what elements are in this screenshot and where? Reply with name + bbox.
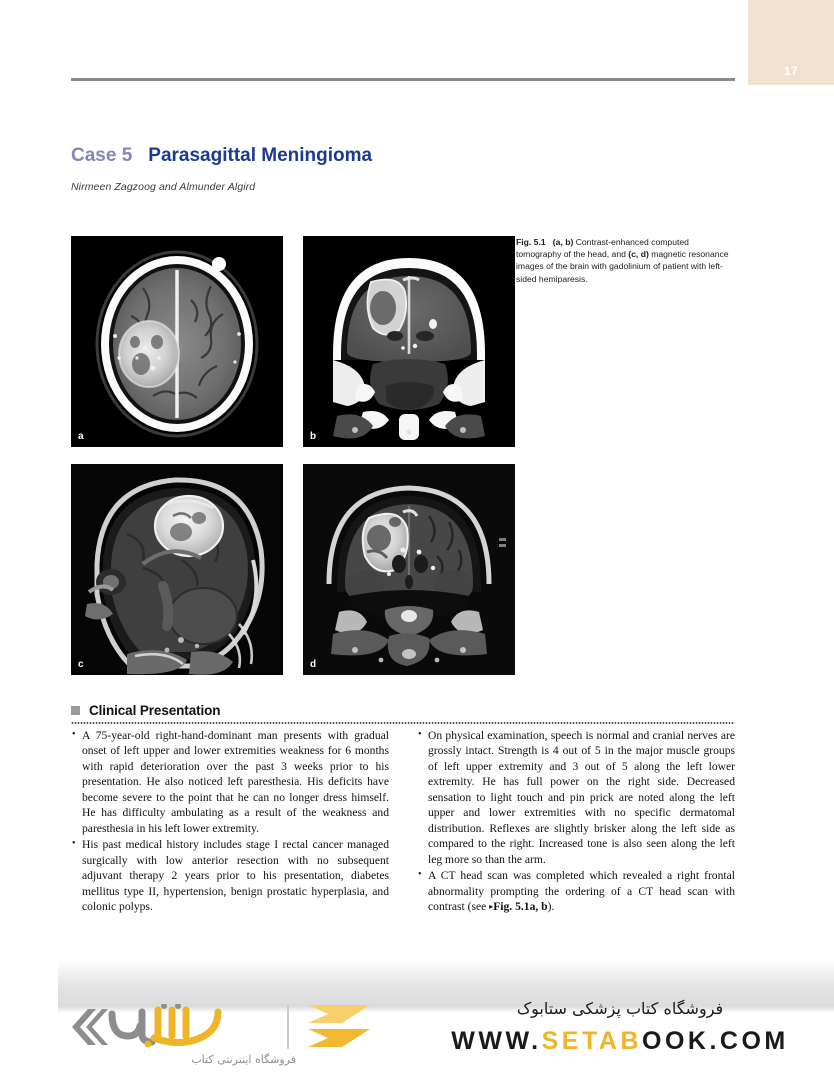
double-chevron-icon — [66, 1005, 108, 1049]
left-column-list — [71, 728, 389, 915]
url-part-2: OOK.COM — [642, 1027, 789, 1055]
case-label: Case 5 — [71, 145, 133, 166]
body-columns — [71, 728, 735, 916]
section-dotted-rule — [71, 722, 735, 724]
panel-label-c: c — [78, 659, 84, 670]
figure-grid — [71, 236, 516, 692]
list-item — [417, 868, 735, 914]
watermark-divider — [287, 1005, 289, 1049]
left-column — [71, 728, 389, 916]
case-name: Parasagittal Meningioma — [148, 145, 373, 166]
coronal-mri-image — [303, 464, 515, 675]
scan-panel-a — [71, 236, 283, 447]
section-marker-icon — [71, 706, 80, 715]
figure-ref-arrow-icon: ▸ — [489, 902, 494, 912]
section-heading-block — [71, 703, 735, 724]
ct-scan-text-post: ). — [547, 900, 555, 914]
ct-scan-text-pre: A CT head scan was completed which revealed a right frontal abnormality prompting the ordering of a CT head scan with contrast (see — [428, 869, 735, 914]
right-column — [417, 728, 735, 916]
page-title — [71, 146, 751, 167]
seta-wordmark-icon — [108, 1004, 278, 1050]
list-item: • A 75-year-old right-hand-dominant man presents with gradual onset of left upper and lower extremities weakness for 6 months with rapid deterioration over the past 3 weeks prior to his presentation. He also noticed left paresthesia. His deficits have become severe to the point that he can no longer dress himself. He has difficulty ambulating as a result of the weakness and paresthesia in his left lower extremity. — [71, 728, 389, 836]
coronal-ct-image — [303, 236, 515, 447]
title-block — [71, 146, 751, 193]
panel-label-a: a — [78, 431, 84, 442]
scan-panel-c — [71, 464, 283, 675]
url-part-1: WWW. — [451, 1027, 542, 1055]
watermark-subtitle: فروشگاه اینترنتی کتاب — [191, 1053, 296, 1066]
axial-ct-image — [71, 236, 283, 447]
right-column-list — [417, 728, 735, 915]
page-number-tab — [748, 0, 834, 85]
authors-line: Nirmeen Zagzoog and Almunder Algird — [71, 180, 256, 193]
list-item: • His past medical history includes stage I rectal cancer managed surgically with low anterior resection with no subsequent adjuvant therapy 2 years prior to his presentation, diabetes mellitus type II, hypertension, benign prostatic hyperplasia, and colonic polyps. — [71, 837, 389, 914]
list-item: • On physical examination, speech is normal and cranial nerves are grossly intact. Strength is 4 out of 5 in the major muscle groups of left upper extremity and 3 out of 5 along the left lower extremity. He has full power on the right side. Decreased sensation to light touch and pin prick are noted along the left upper and lower extremities with no specific dermatomal distribution. Reflexes are slightly brisker along the left side as compared to the right. Increased tone is also seen along the left leg more so than the arm. — [417, 728, 735, 867]
figure-row-top — [71, 236, 516, 447]
figure-caption-text-2: magnetic resonance images of the brain with gadolinium of patient with left-sided hemiparesis. — [516, 249, 729, 284]
watermark-right — [420, 997, 820, 1056]
figure-caption-text-1: Contrast-enhanced computed tomography of the head, and — [516, 237, 689, 260]
watermark-url — [420, 1027, 820, 1056]
url-highlight-seta: SETA — [541, 1027, 621, 1055]
scan-panel-b — [303, 236, 515, 447]
figure-row-bottom — [71, 464, 516, 675]
seta-chevron-mark-icon — [302, 1003, 376, 1051]
watermark-footer — [0, 995, 834, 1080]
header-rule — [71, 78, 735, 81]
section-title: Clinical Presentation — [89, 703, 221, 718]
panel-label-d: d — [310, 659, 317, 670]
panel-label-b: b — [310, 431, 317, 442]
page-number: 17 — [783, 64, 799, 78]
figure-caption-cd: (c, d) — [628, 249, 649, 260]
watermark-logo-left — [66, 1003, 396, 1075]
url-highlight-b: B — [620, 1027, 643, 1055]
scan-panel-d — [303, 464, 515, 675]
figure-caption — [516, 236, 734, 285]
sagittal-mri-image — [71, 464, 283, 675]
figure-caption-ab: (a, b) — [552, 237, 574, 247]
figure-cross-reference[interactable]: Fig. 5.1a, b — [493, 900, 548, 914]
watermark-persian-line: فروشگاه کتاب پزشکی ستابوک — [516, 999, 724, 1018]
figure-caption-number: Fig. 5.1 — [516, 237, 546, 247]
